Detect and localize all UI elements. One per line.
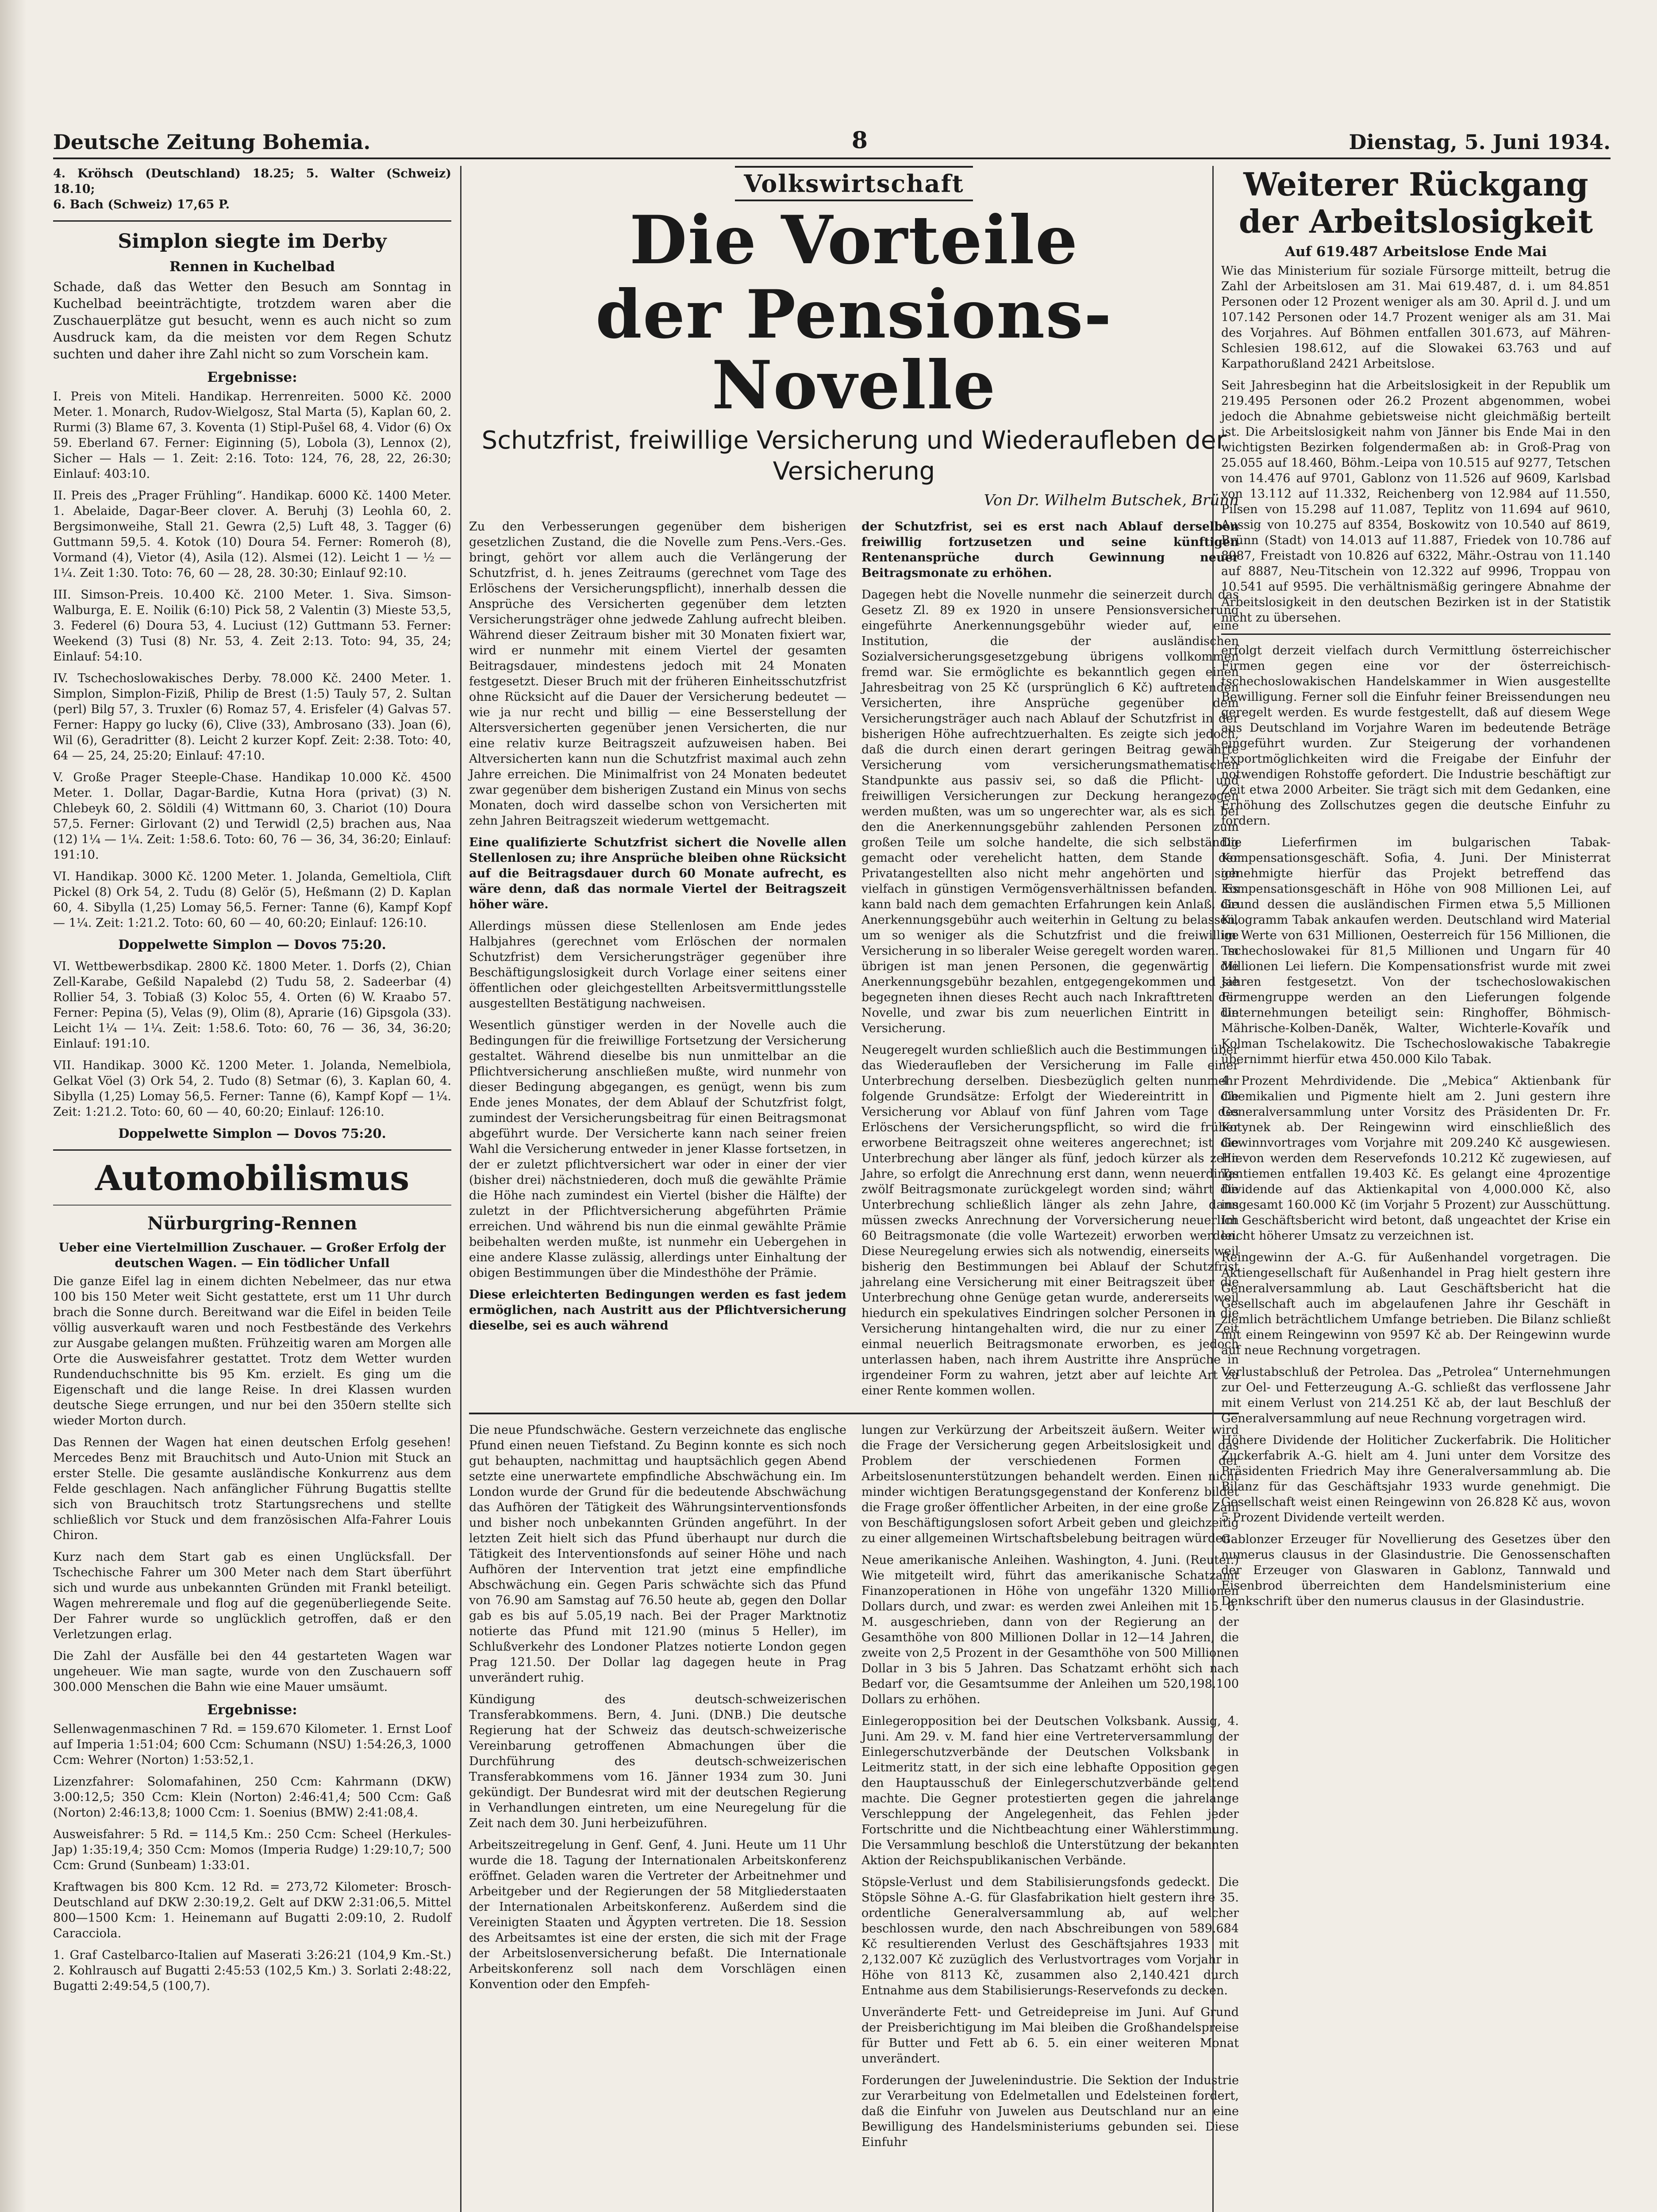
article-subtitle: Schutzfrist, freiwillige Versicherung und Wiederaufleben der Versicherung — [481, 426, 1226, 486]
issue-date: Dienstag, 5. Juni 1934. — [1349, 130, 1611, 154]
right-para: Gablonzer Erzeuger für Novellierung des Gesetzes über den numerus clausus in der Glasindustrie. Die Genossenschaften der Erzeuger von Glaswaren in Gablonz, Tannwald und Eisenbrod überreichten dem Handelsministerium eine Denkschrift über den numerus clausus in der Glasindustrie. — [1221, 1532, 1611, 1608]
top-line: 6. Bach (Schweiz) 17,65 P. — [53, 198, 230, 211]
article-para: Eine qualifizierte Schutzfrist sichert die Novelle allen Stellenlosen zu; ihre Ansprüche bleiben ohne Rücksicht auf die Beitragsdauer durch 60 Monate aufrecht, es wäre denn, daß das normale Viertel der Beitragszeit höher wäre. — [469, 836, 846, 911]
news-item: Kündigung des deutsch-schweizerischen Transferabkommens. Bern, 4. Juni. (DNB.) Die deutsche Regierung hat der Schweiz das deutsch-schweizerische Vereinbarung getroffenen Abmachungen über die Durchführung des deutsch-schweizerischen Transferabkommens vom 16. Jänner 1934 zum 30. Juni gekündigt. Der Bundesrat wird mit der deutschen Regierung in Verhandlungen eintreten, um eine Neuregelung für die Zeit nach dem 30. Juni herbeizuführen. — [469, 1693, 846, 1830]
right-column — [1221, 166, 1611, 1615]
right-headline-line2: der Arbeitslosigkeit — [1238, 203, 1593, 240]
result-item: Doppelwette Simplon — Dovos 75:20. — [118, 937, 386, 952]
news-item: Unveränderte Fett- und Getreidepreise im Juni. Auf Grund der Preisberichtigung im Mai bleiben die Großhandelspreise für Butter und Fett ab 6. 5. ein einer weiteren Monat unverändert. — [861, 2005, 1239, 2066]
auto-result: Kraftwagen bis 800 Kcm. 12 Rd. = 273,72 Kilometer: Brosch-Deutschland auf DKW 2:30:19,2. Gelt auf DKW 2:31:06,5. Mittel 800—1500 Kcm: 1. Heinemann auf Bugatti 2:09:10, 2. Rudolf Caracciola. — [53, 1880, 451, 1940]
result-item: III. Simson-Preis. 10.400 Kč. 2100 Meter. 1. Siva. Simson-Walburga, E. E. Noilik (6:10) Pick 58, 2 Valentin (3) Mieste 53,5, 3. Federel (6) Doura 53, 4. Luciust (12) Guttmann 53. Ferner: Weekend (3) Tusi (8) Nr. 53, 4. Zeit 2:13. Toto: 94, 35, 24; Einlauf: 54:10. — [53, 588, 451, 664]
result-item: VII. Handikap. 3000 Kč. 1200 Meter. 1. Jolanda, Nemelbiola, Gelkat Vöel (3) Ork 54, 2. Tudo (8) Setmar (6), 3. Kaplan 60, 4. Sibylla (1,25) Lomay 56,5. Ferner: Tanne (6), Kampf Kopf — 1¼. Zeit: 1:21.2. Toto: 60, 60 — 40, 60:20; Einlauf: 126:10. — [53, 1059, 451, 1119]
main-title-line1: Die Vorteile — [629, 201, 1079, 279]
result-item: IV. Tschechoslowakisches Derby. 78.000 Kč. 2400 Meter. 1. Simplon, Simplon-Fiziß, Philip de Brest (1:5) Tauly 57, 2. Sultan (perl) Bilg 57, 3. Truxler (6) Romaz 57, 4. Erisfeler (4) Galvas 57. Ferner: Happy go lucky (6), Clive (33), Ambrosano (33). Joan (6), Wil (6), Geradritter (8). Leicht 2 kurzer Kopf. Zeit: 2:38. Toto: 40, 64 — 25, 24, 25:20; Einlauf: 47:10. — [53, 672, 451, 763]
divider — [53, 1205, 451, 1206]
result-item: V. Große Prager Steeple-Chase. Handikap 10.000 Kč. 4500 Meter. 1. Dollar, Dagar-Bardie, Kutna Hora (privat) (3) N. Chlebeyk 60, 2. Söldili (4) Wittmann 60, 3. Chariot (10) Doura 57,5. Ferner: Girlovant (2) und Terwidl (2,5) brachen aus, Naa (12) 1¼ — 1¼. Zeit: 1:58.6. Toto: 60, 76 — 36, 34, 36:20; Einlauf: 191:10. — [53, 771, 451, 862]
article-para: Dagegen hebt die Novelle nunmehr die seinerzeit durch das Gesetz Zl. 89 ex 1920 in unsere Pensionsversicherung eingeführte Anerkennungsgebühr wieder auf, eine Institution, die der ausländischen Sozialversicherungsgesetzgebung übrigens vollkommen fremd war. Sie ermöglichte es bekanntlich gegen einen Jahresbeitrag von 25 Kč (ursprünglich 6 Kč) auftretenden Versicherten, ihre Ansprüche gegenüber dem Versicherungsträger auch nach Ablauf der Schutzfrist in der bisherigen Höhe aufrechtzuerhalten. Es zeigte sich jedoch, daß die durch einen derart geringen Beitrag gewährte Versicherung vom versicherungsmathematischen Standpunkte aus passiv sei, so daß die Pflicht- und freiwilligen Versicherungen zur Deckung herangezogen werden mußten, was um so ungerechter war, als es sich bei den die Anerkennungsgebühr zahlenden Personen zum großen Teile um solche handelte, die sich selbständig gemacht oder verehelicht hatten, dem Stande der Privatangestellten also nicht mehr angehörten und sich vielfach in günstigen Vermögensverhältnissen befanden. Es kann bald nach dem gemachten Erfahrungen kein Anlaß, die Anerkennungsgebühr auch weiterhin in Geltung zu belassen, um so weniger als die Schutzfrist und die freiwillige Versicherung in so liberaler Weise geregelt worden waren. Im übrigen ist man jenen Personen, die gegenwärtig die Anerkennungsgebühr bezahlen, entgegengekommen und sie begegneten ihnen dieses Recht auch nach Inkrafttreten der Novelle, und zwar bis zum neuerlichen Eintritt in die Versicherung. — [861, 588, 1239, 1035]
results-label: Ergebnisse: — [207, 369, 297, 385]
news-item: Einlegeropposition bei der Deutschen Volksbank. Aussig, 4. Juni. Am 29. v. M. fand hier eine Vertreterversammlung der Einlegerschutzverbände der Deutschen Volksbank in Leitmeritz statt, in der sich eine lebhafte Opposition gegen den Hauptausschuß der Einlegerschutzverbände geltend machte. Die Gegner protestierten gegen die jahrelange Verschleppung der Angelegenheit, das Fehlen jeder Fortschritte und die Nichtbeachtung einer Wählerstimmung. Die Versammlung beschloß die Unterstützung der bekannten Aktion der Reichspublikanischen Verbände. — [861, 1714, 1239, 1867]
byline: Von Dr. Wilhelm Butschek, Brünn — [984, 492, 1239, 509]
auto-para: Die Zahl der Ausfälle bei den 44 gestarteten Wagen war ungeheuer. Wie man sagte, wurde von den Zuschauern soff 300.000 Menschen die Bahn wie eine Mauer umsäumt. — [53, 1649, 451, 1694]
right-para: Die Lieferfirmen im bulgarischen Tabak-Kompensationsgeschäft. Sofia, 4. Juni. Der Ministerrat genehmigte hierfür das Projekt betreffend das Kompensationsgeschäft in Höhe von 908 Millionen Lei, auf Grund dessen die ausländischen Firmen etwa 5,5 Millionen Kilogramm Tabak ankaufen werden. Deutschland wird Material im Werte von 631 Millionen, Oesterreich für 156 Millionen, die Tschechoslowakei für 81,5 Millionen und Ungarn für 40 Millionen Lei liefern. Die Kompensationsfrist wurde mit zwei Jahren festgesetzt. Von der tschechoslowakischen Firmengruppe werden an den Lieferungen folgende Unternehmungen beteiligt sein: Ringhoffer, Böhmisch-Mährische-Kolben-Daněk, Walter, Wichterle-Kovařík und Kolman Tschelakowitz. Die Tschechoslowakische Tabakregie übernimmt hierfür etwa 450.000 Kilo Tabak. — [1221, 836, 1611, 1066]
article-col-2 — [861, 519, 1239, 1405]
main-title-line2: der Pensions-Novelle — [595, 276, 1113, 424]
divider — [469, 1413, 1239, 1414]
article-para: der Schutzfrist, sei es erst nach Ablauf derselben freiwillig fortzusetzen und seine künftigen Rentenansprüche durch Gewinnung neuer Beitragsmonate zu erhöhen. — [861, 520, 1239, 580]
article-para: Zu den Verbesserungen gegenüber dem bisherigen gesetzlichen Zustand, die die Novelle zum Pens.-Vers.-Ges. bringt, gehört vor allem auch die Verlängerung der Schutzfrist, d. h. jenes Zeitraums (gerechnet vom Tage des Erlöschens der Versicherungspflicht), innerhalb dessen die Ansprüche des Versicherten gegenüber dem letzten Versicherungsträger ohne jedwede Zahlung aufrecht bleiben. Während dieser Zeitraum bisher mit 30 Monaten fixiert war, wird er nunmehr mit einem Viertel der gesamten Beitragsdauer, mindestens jedoch mit 24 Monaten festgesetzt. Dieser Bruch mit der früheren Einheitsschutzfrist ohne Rücksicht auf die Dauer der Versicherung bedeutet — wie ja nur recht und billig — eine Besserstellung der Altersversicherten gegenüber jenen Versicherten, die nur eine relativ kurze Beitragszeit aufzuweisen haben. Bei Altversicherten kann nun die Schutzfrist maximal auch zehn Jahre erreichen. Die Minimalfrist von 24 Monaten bedeutet zwar gegenüber dem bisherigen Zustand ein Minus von sechs Monaten, doch wird dasselbe schon von Versicherten mit zehn Jahren Beitragszeit wiederum wettgemacht. — [469, 520, 846, 828]
right-headline-line1: Weiterer Rückgang — [1243, 165, 1588, 203]
right-para: Reingewinn der A.-G. für Außenhandel vorgetragen. Die Aktiengesellschaft für Außenhandel in Prag hielt gestern ihre Generalversammlung ab. Laut Geschäftsbericht hat die Gesellschaft auch im abgelaufenen Jahre ihr Geschäft in ziemlich beträchtlichem Umfange betrieben. Die Bilanz schließt mit einem Reingewinn von 9597 Kč ab. Der Reingewinn wurde auf neue Rechnung vorgetragen. — [1221, 1251, 1611, 1357]
paper-name: Deutsche Zeitung Bohemia. — [53, 130, 371, 154]
right-para: Verlustabschluß der Petrolea. Das „Petrolea“ Unternehmungen zur Oel- und Fetterzeugung A.-G. schließt das verflossene Jahr mit einem Verlust von 214.251 Kč ab, der laut Beschluß der Generalversammlung auf neue Rechnung vorgetragen wird. — [1221, 1365, 1611, 1425]
article-para: Neugeregelt wurden schließlich auch die Bestimmungen über das Wiederaufleben der Versicherung im Falle einer Unterbrechung derselben. Diesbezüglich gelten nunmehr folgende Grundsätze: Erfolgt der Wiedereintritt in die Versicherung vor Ablauf von fünf Jahren vom Tage des Erlöschens der Versicherungspflicht, so wird die früher erworbene Beitragszeit ohne weiteres angerechnet; ist die Unterbrechung aber länger als fünf, jedoch kürzer als zehn Jahre, so erfolgt die Anrechnung erst dann, wenn neuerdings zwölf Beitragsmonate zurückgelegt worden sind; währt die Unterbrechung schließlich länger als zehn Jahre, dann müssen zwecks Anrechnung der Vorversicherung neuerlich 60 Beitragsmonate (die volle Wartezeit) erworben werden. Diese Neuregelung erwies sich als notwendig, einerseits weil bisherig den Bestimmungen bei Ablauf der Schutzfrist jahrelang eine Versicherung mit einer Beitragszeit über die Unterbrechung ohne Genüge getan wurde, andererseits weil hiedurch ein spekulatives Eindringen solcher Personen in die Versicherung hintangehalten wird, die nur zu einer Zeit einmal neuerlich Beitragsmonate erworben, es jedoch unterlassen haben, nach ihrem Austritte ihre Ansprüche in irgendeiner Form zu wahren, jetzt aber auf leichte Art zu einer Rente kommen wollen. — [861, 1043, 1239, 1398]
auto-headline: Nürburgring-Rennen — [147, 1213, 358, 1234]
news-body — [469, 1422, 1239, 2156]
news-col-2 — [861, 1422, 1239, 2156]
article-para: Diese erleichterten Bedingungen werden es fast jedem ermöglichen, nach Austritt aus der Pflichtversicherung dieselbe, sei es auch während — [469, 1288, 846, 1333]
article-col-1 — [469, 519, 846, 1405]
right-para: 4 Prozent Mehrdividende. Die „Mebica“ Aktienbank für Chemikalien und Pigmente hielt am 2. Juni gestern ihre Generalversammlung unter Vorsitz des Präsidenten Dr. Fr. Kotynek ab. Der Reingewinn wird einschließlich des Gewinnvortrages vom Vorjahre mit 209.240 Kč ausgewiesen. Hievon werden dem Reservefonds 10.212 Kč zugewiesen, auf Tantiemen entfallen 19.403 Kč. Es gelangt eine 4prozentige Dividende auf das Aktienkapital von 4,000.000 Kč, also insgesamt 160.000 Kč (im Vorjahr 5 Prozent) zur Ausschüttung. Im Geschäftsbericht wird betont, daß ungeachtet der Krise ein leicht höherer Umsatz zu verzeichnen ist. — [1221, 1074, 1611, 1243]
auto-section-header: Automobilismus — [95, 1158, 410, 1198]
auto-result: Ausweisfahrer: 5 Rd. = 114,5 Km.: 250 Ccm: Scheel (Herkules-Jap) 1:35:19,4; 350 Ccm: Momos (Imperia Rudge) 1:29:10,7; 500 Ccm: Grund (Sunbeam) 1:33:01. — [53, 1828, 451, 1872]
news-item: Neue amerikanische Anleihen. Washington, 4. Juni. (Reuter.) Wie mitgeteilt wird, führt das amerikanische Schatzamt Finanzoperationen in Höhe von ungefähr 1320 Millionen Dollars durch, und zwar: es werden zwei Anleihen mit 15. 6. M. ausgeschrieben, dann von der Regierung an der Gesamthöhe von 800 Millionen Dollar in 12—14 Jahren, die zweite von 2,5 Prozent in der Gesamthöhe von 500 Millionen Dollar in 3 bis 5 Jahren. Das Schatzamt erhöht sich nach Bedarf vor, die Gesamtsumme der Anleihen um 520,198.100 Dollars zu erhöhen. — [861, 1553, 1239, 1706]
news-col-1 — [469, 1422, 846, 2156]
news-item: Stöpsle-Verlust und dem Stabilisierungsfonds gedeckt. Die Stöpsle Söhne A.-G. für Glasfabrikation hielt gestern ihre 35. ordentliche Generalversammlung ab, auf welcher beschlossen wurde, den nach Abschreibungen von 589.684 Kč resultierenden Verlust des Geschäftsjahres 1933 mit 2,132.007 Kč zuzüglich des Verlustvortrages vom Vorjahr in Höhe von 8113 Kč, zusammen also 2,140.421 durch Entnahme aus dem Stabilisierungs-Reservefonds zu decken. — [861, 1875, 1239, 1997]
auto-result: Sellenwagenmaschinen 7 Rd. = 159.670 Kilometer. 1. Ernst Loof auf Imperia 1:51:04; 600 Ccm: Schumann (NSU) 1:54:26,3, 1000 Ccm: Wehrer (Norton) 1:53:52,1. — [53, 1722, 451, 1767]
auto-results-label: Ergebnisse: — [207, 1702, 297, 1718]
news-item: lungen zur Verkürzung der Arbeitszeit äußern. Weiter wird die Frage der Versicherung gegen Arbeitslosigkeit und das Problem der verschiedenen Formen der Arbeitslosenunterstützungen behandelt werden. Einen nicht minder wichtigen Beratungsgegenstand der Konferenz bildet die Frage großer öffentlicher Arbeiten, in der eine große Zahl von Beschäftigungslosen sofort Arbeit geben und gleichzeitig zu einer allgemeinen Wirtschaftsbelebung beitragen würden. — [861, 1423, 1239, 1545]
right-para: Seit Jahresbeginn hat die Arbeitslosigkeit in der Republik um 219.495 Personen oder 26.2 Prozent abgenommen, wobei jedoch die Abnahme gebietsweise nicht gleichmäßig berteilt ist. Die Arbeitslosigkeit nahm von Jänner bis Ende Mai in den wichtigsten Bezirken folgendermaßen ab: in Groß-Prag von 25.055 auf 18.460, Böhm.-Leipa von 10.515 auf 9277, Tetschen von 14.476 auf 9701, Gablonz von 11.526 auf 9609, Karlsbad von 13.112 auf 11.332, Reichenberg von 12.984 auf 11.550, Pilsen von 15.298 auf 11.087, Teplitz von 11.694 auf 9610, Aussig von 10.275 auf 8354, Boskowitz von 10.540 auf 8619, Brünn (Stadt) von 14.013 auf 11.887, Friedek von 10.786 auf 8987, Freistadt von 10.826 auf 6322, Mähr.-Ostrau von 11.140 auf 8887, Neu-Titschein von 12.322 auf 9996, Troppau von 10.541 auf 9595. Die verhältnismäßig geringere Abnahme der Arbeitslosigkeit in den deutschen Bezirken ist in der Statistik nicht zu übersehen. — [1221, 379, 1611, 625]
page-number: 8 — [851, 127, 868, 154]
auto-para: Kurz nach dem Start gab es einen Unglücksfall. Der Tschechische Fahrer um 300 Meter nach dem Start überführt sich und wurde aus unbekannten Gründen mit Frankl beteiligt. Wagen mehreremale und flog auf die gegenüberliegende Seite. Der Fahrer wurde so unglücklich getroffen, daß er den Verletzungen erlag. — [53, 1550, 451, 1641]
news-item: Die neue Pfundschwäche. Gestern verzeichnete das englische Pfund einen neuen Tiefstand. Zu Beginn konnte es sich noch gut behaupten, nachmittag und hauptsächlich gegen Abend setzte eine unerwartete empfindliche Abschwächung ein. Im London wurde der Grund für die bedeutende Abschwächung das Aufhören der Tätigkeit des Währungsinterventionsfonds und bisher noch unbekannten Gründen angeführt. In der letzten Zeit hielt sich das Pfund überhaupt nur durch die Tätigkeit des Interventionsfonds auf seiner Höhe und nach Aufhören der Intervention trat jetzt eine empfindliche Abschwächung ein. Gegen Paris schwächte sich das Pfund von 76.90 am Samstag auf 76.50 heute ab, gegen den Dollar gab es bis auf 5.05,19 nach. Bei der Prager Marktnotiz notierte das Pfund mit 121.90 (minus 5 Heller), im Schlußverkehr des Londoner Platzes notierte London gegen Prag 121.50. Der Dollar lag dagegen heute in Prag unverändert ruhig. — [469, 1423, 846, 1685]
article-para: Wesentlich günstiger werden in der Novelle auch die Bedingungen für die freiwillige Fortsetzung der Versicherung gestaltet. Während dieselbe bis nun unmittelbar an die Pflichtversicherung anschließen mußte, wird nunmehr von dieser Bedingung abgegangen, es genügt, wenn bis zum Ende jenes Monates, der dem Ablauf der Schutzfrist folgt, zumindest der Versicherungsbeitrag für einen Beitragsmonat abgeführt wurde. Der Versicherte kann nach seiner freien Wahl die Versicherung entweder in jener Klasse fortsetzen, in der er zuletzt pflichtversichert war oder in einer der vier (bisher drei) nächstniederen, doch muß die gewählte Prämie die Höhe nach zumindest ein Viertel (bisher die Hälfte) der zuletzt in der Pflichtversicherung abgeführten Prämie erreichen. Und während bis nun die einmal gewählte Prämie beibehalten werden mußte, ist nunmehr ein Uebergehen in eine andere Klasse zulässig, allerdings unter Einhaltung der obigen Bestimmungen über die Mindesthöhe der Prämie. — [469, 1018, 846, 1280]
section-label: Volkswirtschaft — [735, 166, 973, 201]
auto-result: Lizenzfahrer: Solomafahinen, 250 Ccm: Kahrmann (DKW) 3:00:12,5; 350 Ccm: Klein (Norton) 2:46:41,4; 500 Ccm: Gaß (Norton) 2:46:13,8; 1000 Ccm: 1. Soenius (BMW) 2:41:08,4. — [53, 1775, 451, 1820]
result-item: I. Preis von Miteli. Handikap. Herrenreiten. 5000 Kč. 2000 Meter. 1. Monarch, Rudov-Wielgosz, Stal Marta (5), Kaplan 60, 2. Rurmi (3) Blame 67, 3. Koventa (1) Stipl-Pušel 68, 4. Vidor (6) Ox 59. Eberland 67. Ferner: Eiginning (5), Lobola (3), Lennox (2), Sicher — Hals — 1. Zeit: 2:16. Toto: 124, 76, 28, 22, 26:30; Einlauf: 403:10. — [53, 390, 451, 481]
auto-para: Die ganze Eifel lag in einem dichten Nebelmeer, das nur etwa 100 bis 150 Meter weit Sicht gestattete, erst um 11 Uhr durch brach die Sonne durch. Bereitwand war die Eifel in beiden Teile völlig ausverkauft waren und noch Festbestände des Verkehrs zur Ausgabe gelangen mußten. Frühzeitig waren am Morgen alle Orte die Ausweisfahrer gestattet. Trotz dem Wetter wurden Rundenduchschnitte bis 95 Km. erzielt. Es ging um die Eigenschaft und die lange Reise. In drei Klassen wurden deutsche Siege errungen, und nur bei den 350ern stellte sich wieder Morton durch. — [53, 1275, 451, 1428]
derby-subhead: Rennen in Kuchelbad — [169, 259, 335, 275]
column-rule-left — [460, 166, 461, 2212]
top-line: 4. Kröhsch (Deutschland) 18.25; 5. Walter (Schweiz) 18.10; — [53, 167, 451, 196]
divider — [53, 1149, 451, 1151]
article-body — [469, 519, 1239, 1405]
result-item: VI. Wettbewerbsdikap. 2800 Kč. 1800 Meter. 1. Dorfs (2), Chian Zell-Karabe, Geßild Napalebd (2) Tudu 58, 2. Sadeerbar (4) Rollier 54, 3. Tobiaß (3) Koloc 55, 4. Orten (6) W. Kraabo 57. Ferner: Pepina (5), Velas (9), Olim (8), Aprarie (16) Gipsgola (33). Leicht 1¼ — 1¼. Zeit: 1:58.6. Toto: 60, 76 — 36, 34, 36:20; Einlauf: 191:10. — [53, 960, 451, 1051]
right-para: erfolgt derzeit vielfach durch Vermittlung österreichischer Firmen gegen eine vor der österreichisch-tschechoslowakischen Handelskammer in Wien ausgestellte Bewilligung. Ferner soll die Einfuhr feiner Breissendungen neu geregelt werden. Es wurde festgestellt, daß auf diesem Wege aus Deutschland im Vorjahre Waren im bedeutende Beträge eingeführt wurden. Zur Steigerung der vorhandenen Exportmöglichkeiten wird die Freigabe der Einfuhr der notwendigen Rohstoffe gefordert. Die Industrie beschäftigt zur Zeit etwa 2000 Arbeiter. Sie trägt sich mit dem Gedanken, eine Erhöhung des Zollschutzes gegen die deutsche Einfuhr zu fordern. — [1221, 644, 1611, 828]
result-item: VI. Handikap. 3000 Kč. 1200 Meter. 1. Jolanda, Gemeltiola, Clift Pickel (8) Ork 54, 2. Tudu (8) Gelör (5), Heßmann (2) D. Kaplan 60, 4. Sibylla (1,25) Lomay 56,5. Ferner: Tanne (6), Kampf Kopf — 1¼. Zeit: 1:21.2. Toto: 60, 60 — 40, 60:20; Einlauf: 126:10. — [53, 870, 451, 930]
result-item: II. Preis des „Prager Frühling“. Handikap. 6000 Kč. 1400 Meter. 1. Abelaide, Dagar-Beer clover. A. Beruhj (3) Leohla 60, 2. Bergsimonweihe, Stall 21. Gewra (2,5) Luft 48, 3. Tagger (6) Guttmann 59,5. 4. Kotok (10) Doura 54. Ferner: Romeroh (8), Vormand (4), Vietor (4), Asila (12). Alsmei (12). Leicht 1 — ½ — 1¼. Zeit 1:30. Toto: 76, 60 — 28, 28. 30:30; Einlauf 92:10. — [53, 489, 451, 580]
divider — [1221, 634, 1611, 635]
right-subhead: Auf 619.487 Arbeitslose Ende Mai — [1284, 244, 1547, 260]
center-column — [469, 166, 1239, 2156]
auto-para: Das Rennen der Wagen hat einen deutschen Erfolg gesehen! Mercedes Benz mit Brauchitsch und Auto-Union mit Stuck an erster Stelle. Die gesamte ausländische Konkurrenz aus dem Felde geschlagen. Nach anfänglicher Führung Bugattis stellte sich von Brauchitsch trotz Startungsrechens und stellte schließlich vor Stuck und dem französischen Alfa-Fahrer Louis Chiron. — [53, 1436, 451, 1542]
right-para: Wie das Ministerium für soziale Fürsorge mitteilt, betrug die Zahl der Arbeitslosen am 31. Mai 619.487, d. i. um 84.851 Personen oder 12 Prozent weniger als am 30. April d. J. und um 107.142 Personen oder 14.7 Prozent weniger als am 31. Mai des Vorjahres. Auf Böhmen entfallen 301.673, auf Mähren-Schlesien 198.612, auf die Slowakei 63.763 und auf Karpathorußland 2421 Arbeitslose. — [1221, 264, 1611, 371]
derby-headline: Simplon siegte im Derby — [118, 230, 387, 253]
news-item: Forderungen der Juwelenindustrie. Die Sektion der Industrie zur Verarbeitung von Edelmetallen und Edelsteinen fordert, daß die Einfuhr von Juwelen aus Deutschland nur an eine Bewilligung des Handelsministeriums gebunden sei. Diese Einfuhr — [861, 2074, 1239, 2149]
news-item: Arbeitszeitregelung in Genf. Genf, 4. Juni. Heute um 11 Uhr wurde die 18. Tagung der Internationalen Arbeitskonferenz eröffnet. Geladen waren die Vertreter der Arbeitnehmer und Arbeitgeber und der Regierungen der 58 Mitgliederstaaten der Internationalen Arbeitskonferenz. Außerdem sind die Vereinigten Staaten und Ägypten vertreten. Die 18. Session des Arbeitsamtes ist eine der ersten, die sich mit der Frage der Arbeitslosenversicherung befaßt. Die Internationale Arbeitskonferenz soll nach dem Vorschlägen einen Konvention oder den Empfeh- — [469, 1838, 846, 1991]
auto-deck: Ueber eine Viertelmillion Zuschauer. — Großer Erfolg der deutschen Wagen. — Ein tödlicher Unfall — [58, 1241, 446, 1270]
divider — [53, 220, 451, 222]
article-para: Allerdings müssen diese Stellenlosen am Ende jedes Halbjahres (gerechnet vom Erlöschen der normalen Schutzfrist) dem Versicherungsträger gegenüber ihre Beschäftigungslosigkeit durch Vorlage einer seitens einer öffentlichen oder gleichgestellten Arbeitsvermittlungsstelle ausgestellten Bestätigung nachweisen. — [469, 919, 846, 1010]
page-edge — [0, 0, 27, 2212]
result-item: Doppelwette Simplon — Dovos 75:20. — [118, 1126, 386, 1141]
derby-intro: Schade, daß das Wetter den Besuch am Sonntag in Kuchelbad beeinträchtigte, trotzdem waren aber die Zuschauerplätze gut besucht, wenn es auch nicht so zum Ausdruck kam, da die meisten vor dem Regen Schutz suchten und daher ihre Zahl nicht so zum Vorschein kam. — [53, 279, 451, 361]
left-column — [53, 166, 451, 2000]
masthead — [53, 119, 1611, 159]
auto-result: 1. Graf Castelbarco-Italien auf Maserati 3:26:21 (104,9 Km.-St.) 2. Kohlrausch auf Bugatti 2:45:53 (102,5 Km.) 3. Sorlati 2:48:22, Bugatti 2:49:54,5 (100,7). — [53, 1948, 451, 1993]
right-para: Höhere Dividende der Holiticher Zuckerfabrik. Die Holiticher Zuckerfabrik A.-G. hielt am 4. Juni unter dem Vorsitze des Präsidenten Friedrich May ihre Generalversammlung ab. Die Bilanz für das Geschäftsjahr 1933 wurde genehmigt. Die Gesellschaft weist einen Reingewinn von 26.828 Kč aus, wovon 5 Prozent Dividende verteilt werden. — [1221, 1433, 1611, 1525]
